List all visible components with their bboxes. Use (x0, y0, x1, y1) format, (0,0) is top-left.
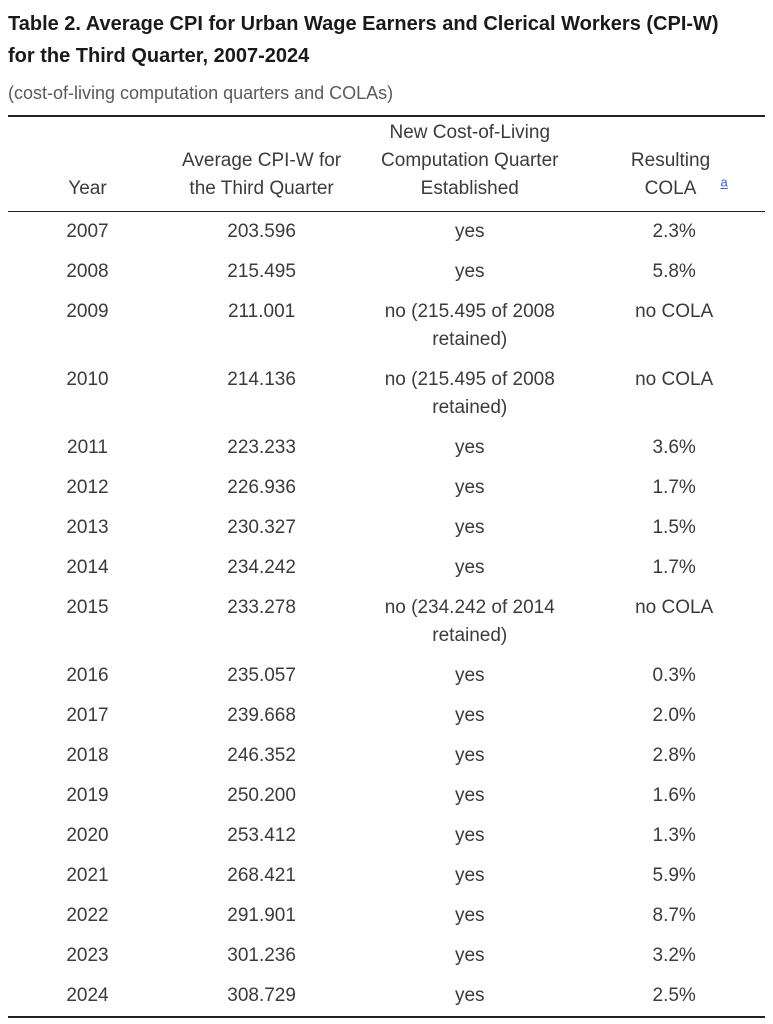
table-row (8, 736, 765, 776)
table-row (8, 856, 765, 896)
column-header-year (8, 116, 167, 212)
cola-cell: 1.6% (652, 785, 696, 806)
year-cell: 2013 (66, 517, 109, 538)
cola-cell: 8.7% (652, 905, 696, 926)
quarter-cell (356, 548, 583, 588)
table-row (8, 976, 765, 1017)
table-row (8, 696, 765, 736)
year-cell: 2009 (66, 301, 109, 322)
cola-cell: 3.6% (652, 437, 696, 458)
year-cell: 2020 (66, 825, 109, 846)
cola-cell: no COLA (635, 597, 714, 618)
quarter-cell (356, 588, 583, 656)
quarter-cell-text: no (234.242 of 2014 retained) (384, 597, 555, 646)
footnote-marker-sup (721, 175, 728, 190)
cola-cell: 3.2% (652, 945, 696, 966)
column-header-quarter (356, 116, 583, 212)
quarter-cell-text: yes (454, 557, 485, 578)
quarter-cell-text: yes (454, 517, 485, 538)
header-row (8, 116, 765, 212)
cpi-cell: 230.327 (227, 517, 296, 538)
cpi-cell: 211.001 (227, 301, 296, 322)
cola-cell: 2.0% (652, 705, 696, 726)
table-row (8, 252, 765, 292)
table-row (8, 508, 765, 548)
cpi-cell: 239.668 (227, 705, 296, 726)
cpi-cell: 226.936 (227, 477, 296, 498)
table-row (8, 548, 765, 588)
quarter-cell-text: yes (454, 477, 485, 498)
column-header-year-label: Year (68, 178, 107, 199)
cpi-cell: 291.901 (227, 905, 296, 926)
cola-cell: no COLA (635, 301, 714, 322)
year-cell: 2008 (66, 261, 109, 282)
quarter-cell (356, 816, 583, 856)
cola-cell: 2.8% (652, 745, 696, 766)
table-row (8, 212, 765, 253)
cpi-cell: 253.412 (227, 825, 296, 846)
cpi-cell: 268.421 (227, 865, 296, 886)
cola-cell: 2.5% (652, 985, 696, 1006)
table-row (8, 656, 765, 696)
quarter-cell (356, 428, 583, 468)
table-row (8, 816, 765, 856)
year-cell: 2007 (66, 221, 109, 242)
quarter-cell (356, 212, 583, 253)
footnote-a-link[interactable]: a (720, 174, 728, 190)
cpi-cell: 308.729 (227, 985, 296, 1006)
year-cell: 2014 (66, 557, 109, 578)
cpi-table (8, 115, 765, 1018)
cpi-cell: 233.278 (227, 597, 296, 618)
cpi-cell: 250.200 (227, 785, 296, 806)
quarter-cell-text: yes (454, 985, 485, 1006)
quarter-cell (356, 896, 583, 936)
quarter-cell-text: yes (454, 221, 485, 242)
quarter-cell-text: yes (454, 905, 485, 926)
table-row (8, 776, 765, 816)
cpi-cell: 223.233 (227, 437, 296, 458)
quarter-cell-text: yes (454, 865, 485, 886)
quarter-cell-text: yes (454, 785, 485, 806)
quarter-cell-text: yes (454, 745, 485, 766)
column-header-quarter-label: New Cost-of-Living Computation Quarter Established (381, 122, 559, 199)
cola-cell: 5.9% (652, 865, 696, 886)
year-cell: 2016 (66, 665, 109, 686)
year-cell: 2019 (66, 785, 109, 806)
cola-cell: 0.3% (652, 665, 696, 686)
cola-cell: 1.3% (652, 825, 696, 846)
quarter-cell (356, 656, 583, 696)
table-subtitle: (cost-of-living computation quarters and COLAs) (8, 83, 394, 103)
quarter-cell-text: yes (454, 825, 485, 846)
year-cell: 2023 (66, 945, 109, 966)
quarter-cell (356, 976, 583, 1017)
quarter-cell-text: yes (454, 945, 485, 966)
quarter-cell (356, 508, 583, 548)
year-cell: 2018 (66, 745, 109, 766)
year-cell: 2021 (66, 865, 109, 886)
cpi-cell: 246.352 (227, 745, 296, 766)
cpi-cell: 215.495 (227, 261, 296, 282)
column-header-cola (583, 116, 765, 212)
quarter-cell (356, 736, 583, 776)
cpi-cell: 235.057 (227, 665, 296, 686)
quarter-cell (356, 776, 583, 816)
quarter-cell (356, 292, 583, 360)
table-row (8, 936, 765, 976)
quarter-cell (356, 468, 583, 508)
quarter-cell-text: no (215.495 of 2008 retained) (384, 301, 555, 350)
cola-cell: 1.5% (652, 517, 696, 538)
table-row (8, 360, 765, 428)
quarter-cell-text: yes (454, 665, 485, 686)
year-cell: 2012 (66, 477, 109, 498)
cola-cell: no COLA (635, 369, 714, 390)
column-header-cpi-label: Average CPI-W for the Third Quarter (182, 150, 342, 199)
cola-cell: 2.3% (652, 221, 696, 242)
quarter-cell-text: no (215.495 of 2008 retained) (384, 369, 555, 418)
table-row (8, 468, 765, 508)
year-cell: 2017 (66, 705, 109, 726)
table-row (8, 428, 765, 468)
quarter-cell (356, 360, 583, 428)
quarter-cell-text: yes (454, 437, 485, 458)
column-header-cola-label: Resulting COLA (630, 150, 711, 199)
cpi-cell: 301.236 (227, 945, 296, 966)
table-row (8, 292, 765, 360)
quarter-cell (356, 252, 583, 292)
cola-cell: 5.8% (652, 261, 696, 282)
quarter-cell-text: yes (454, 705, 485, 726)
cpi-cell: 234.242 (227, 557, 296, 578)
year-cell: 2024 (66, 985, 109, 1006)
year-cell: 2011 (67, 437, 108, 458)
quarter-cell (356, 936, 583, 976)
table-title: Table 2. Average CPI for Urban Wage Earners and Clerical Workers (CPI-W) for the Third Quarter, 2007-2024 (8, 13, 719, 67)
quarter-cell (356, 856, 583, 896)
quarter-cell (356, 696, 583, 736)
year-cell: 2015 (66, 597, 109, 618)
cpi-cell: 203.596 (227, 221, 296, 242)
year-cell: 2022 (66, 905, 109, 926)
column-header-cpi (167, 116, 356, 212)
table-body (8, 212, 765, 1018)
table-row (8, 896, 765, 936)
cola-cell: 1.7% (652, 477, 696, 498)
cpi-cell: 214.136 (227, 369, 296, 390)
table-row (8, 588, 765, 656)
quarter-cell-text: yes (454, 261, 485, 282)
year-cell: 2010 (66, 369, 109, 390)
cola-cell: 1.7% (652, 557, 696, 578)
